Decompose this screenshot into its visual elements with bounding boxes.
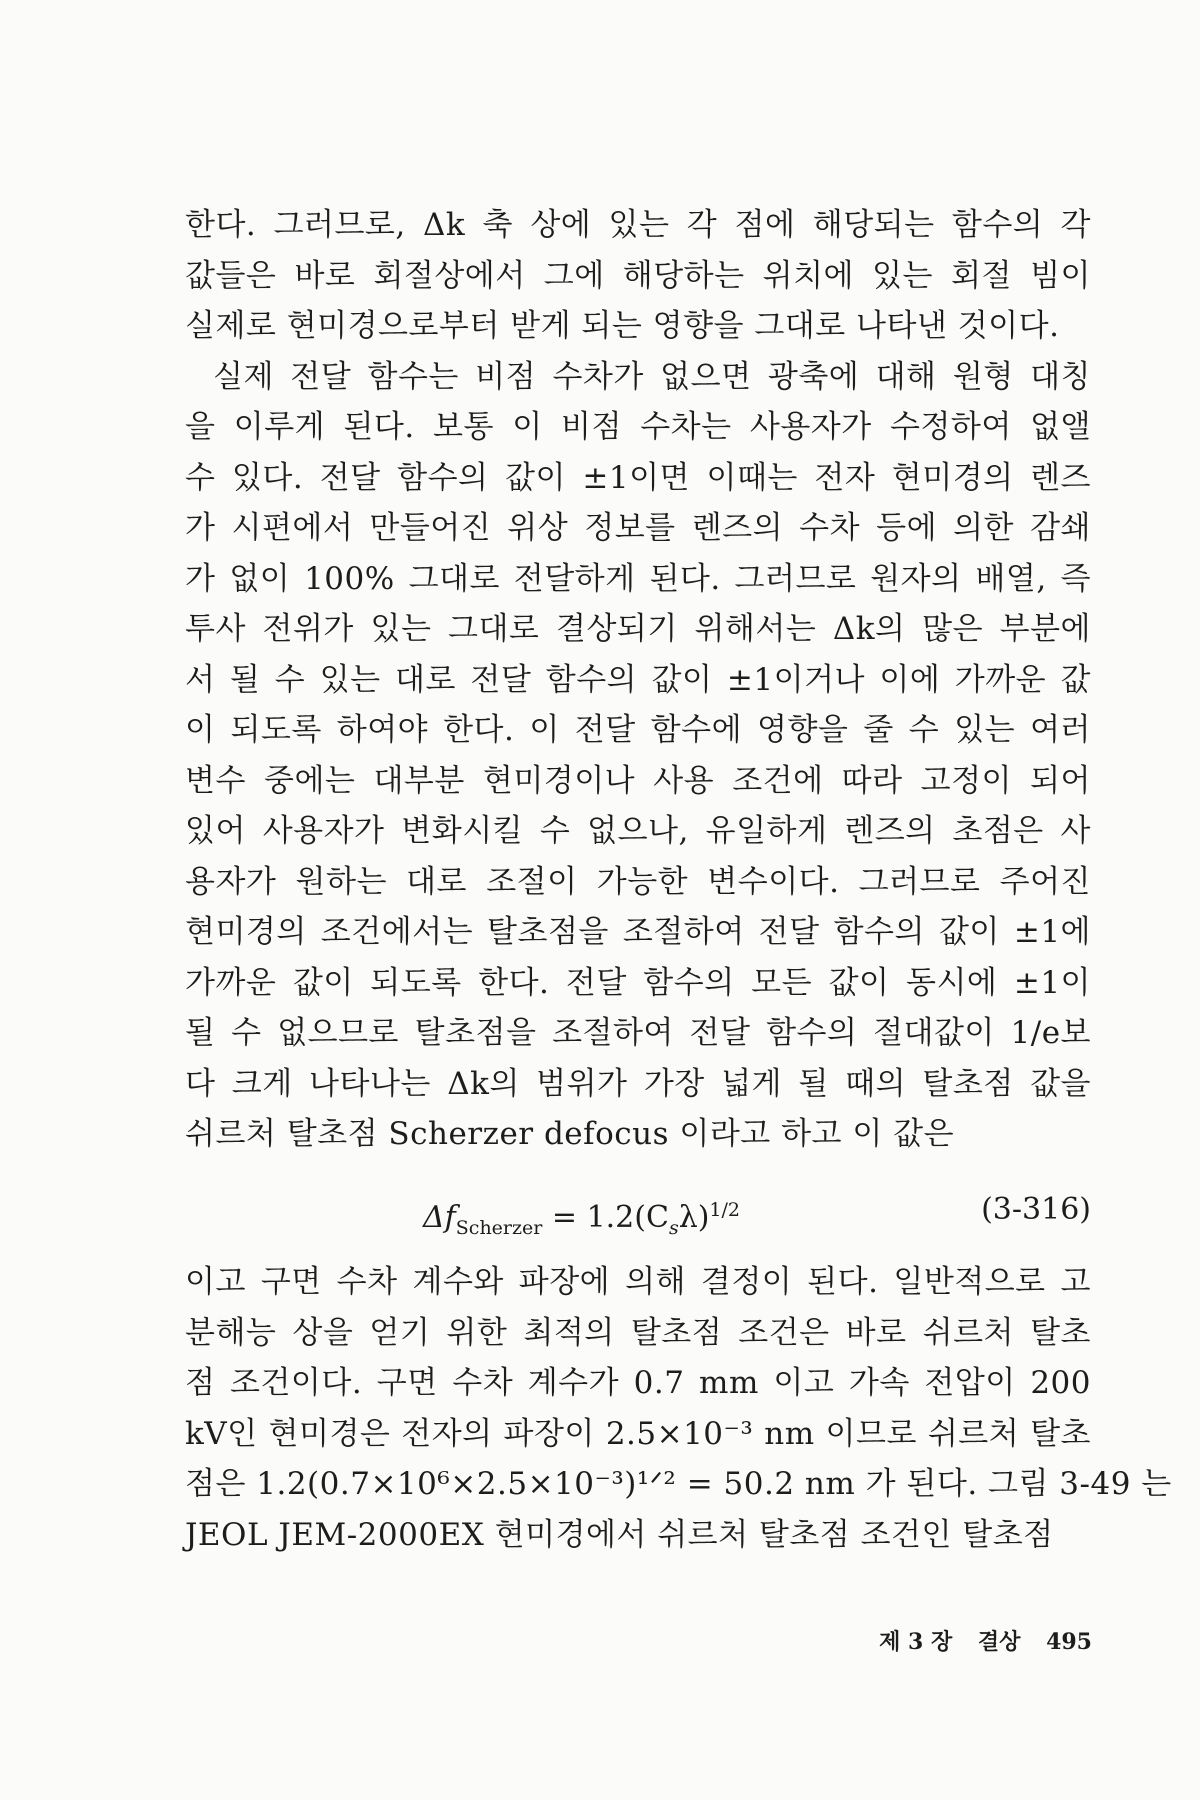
text-line: 점은 1.2(0.7×10⁶×2.5×10⁻³)¹ᐟ² = 50.2 nm 가 된다. 그림 3-49 는: [185, 1466, 1172, 1502]
equation-rhs-tail: λ): [678, 1200, 710, 1235]
text-line: 값들은 바로 회절상에서 그에 해당하는 위치에 있는 회절 빔이: [185, 257, 1091, 294]
text-line: 있어 사용자가 변화시킬 수 없으나, 유일하게 렌즈의 초점은 사: [185, 813, 1091, 849]
text-line: 용자가 원하는 대로 조절이 가능한 변수이다. 그러므로 주어진: [185, 863, 1091, 900]
equation-scherzer-defocus: [185, 1185, 1091, 1239]
text-line: 현미경의 조건에서는 탈초점을 조절하여 전달 함수의 값이 ±1에: [185, 914, 1091, 950]
text-line: kV인 현미경은 전자의 파장이 2.5×10⁻³ nm 이므로 쉬르처 탈초: [185, 1415, 1091, 1452]
page-number: 495: [1046, 1629, 1092, 1655]
paragraph-2: [185, 352, 1091, 1160]
text-line: 을 이루게 된다. 보통 이 비점 수차는 사용자가 수정하여 없앨: [185, 409, 1091, 445]
paragraph-1: [185, 200, 1091, 352]
text-line: 가 시편에서 만들어진 위상 정보를 렌즈의 수차 등에 의한 감쇄: [185, 510, 1091, 546]
equation-number: (3-316): [981, 1192, 1091, 1227]
equation-exponent: 1/2: [709, 1199, 740, 1221]
text-line: 될 수 없으므로 탈초점을 조절하여 전달 함수의 절대값이 1/e보: [185, 1015, 1091, 1051]
delta-f-symbol: Δf: [423, 1200, 456, 1235]
text-line: 변수 중에는 대부분 현미경이나 사용 조건에 따라 고정이 되어: [185, 762, 1091, 799]
text-line: 서 될 수 있는 대로 전달 함수의 값이 ±1이거나 이에 가까운 값: [185, 661, 1091, 698]
text-line: 실제 전달 함수는 비점 수차가 없으면 광축에 대해 원형 대칭: [213, 358, 1091, 395]
page-footer: [861, 1625, 1092, 1656]
paragraph-3: [185, 1257, 1172, 1560]
equation-rhs: = 1.2(C: [551, 1200, 669, 1235]
text-line: 분해능 상을 얻기 위한 최적의 탈초점 조건은 바로 쉬르처 탈초: [185, 1314, 1091, 1351]
chapter-label: 제 3 장: [879, 1629, 953, 1655]
text-line: 점 조건이다. 구면 수차 계수가 0.7 mm 이고 가속 전압이 200: [185, 1365, 1091, 1401]
cs-subscript: s: [668, 1217, 679, 1239]
text-line: 이고 구면 수차 계수와 파장에 의해 결정이 된다. 일반적으로 고: [185, 1264, 1091, 1300]
text-line: 가까운 값이 되도록 한다. 전달 함수의 모든 값이 동시에 ±1이: [185, 964, 1091, 1001]
text-line: 이 되도록 하여야 한다. 이 전달 함수에 영향을 줄 수 있는 여러: [185, 712, 1091, 748]
equation-expression: [423, 1185, 740, 1253]
text-line: 한다. 그러므로, Δk 축 상에 있는 각 점에 해당되는 함수의 각: [185, 207, 1091, 243]
text-line: 가 없이 100% 그대로 전달하게 된다. 그러므로 원자의 배열, 즉: [185, 560, 1091, 597]
scherzer-subscript: Scherzer: [455, 1217, 543, 1239]
text-line: 실제로 현미경으로부터 받게 되는 영향을 그대로 나타낸 것이다.: [185, 308, 1060, 344]
text-line: JEOL JEM-2000EX 현미경에서 쉬르처 탈초점 조건인 탈초점: [185, 1516, 1054, 1553]
text-line: 쉬르처 탈초점 Scherzer defocus 이라고 하고 이 값은: [185, 1116, 955, 1152]
text-line: 다 크게 나타나는 Δk의 범위가 가장 넓게 될 때의 탈초점 값을: [185, 1065, 1091, 1102]
chapter-title: 결상: [977, 1629, 1021, 1655]
text-line: 수 있다. 전달 함수의 값이 ±1이면 이때는 전자 현미경의 렌즈: [185, 459, 1091, 496]
text-line: 투사 전위가 있는 그대로 결상되기 위해서는 Δk의 많은 부분에: [185, 611, 1091, 647]
